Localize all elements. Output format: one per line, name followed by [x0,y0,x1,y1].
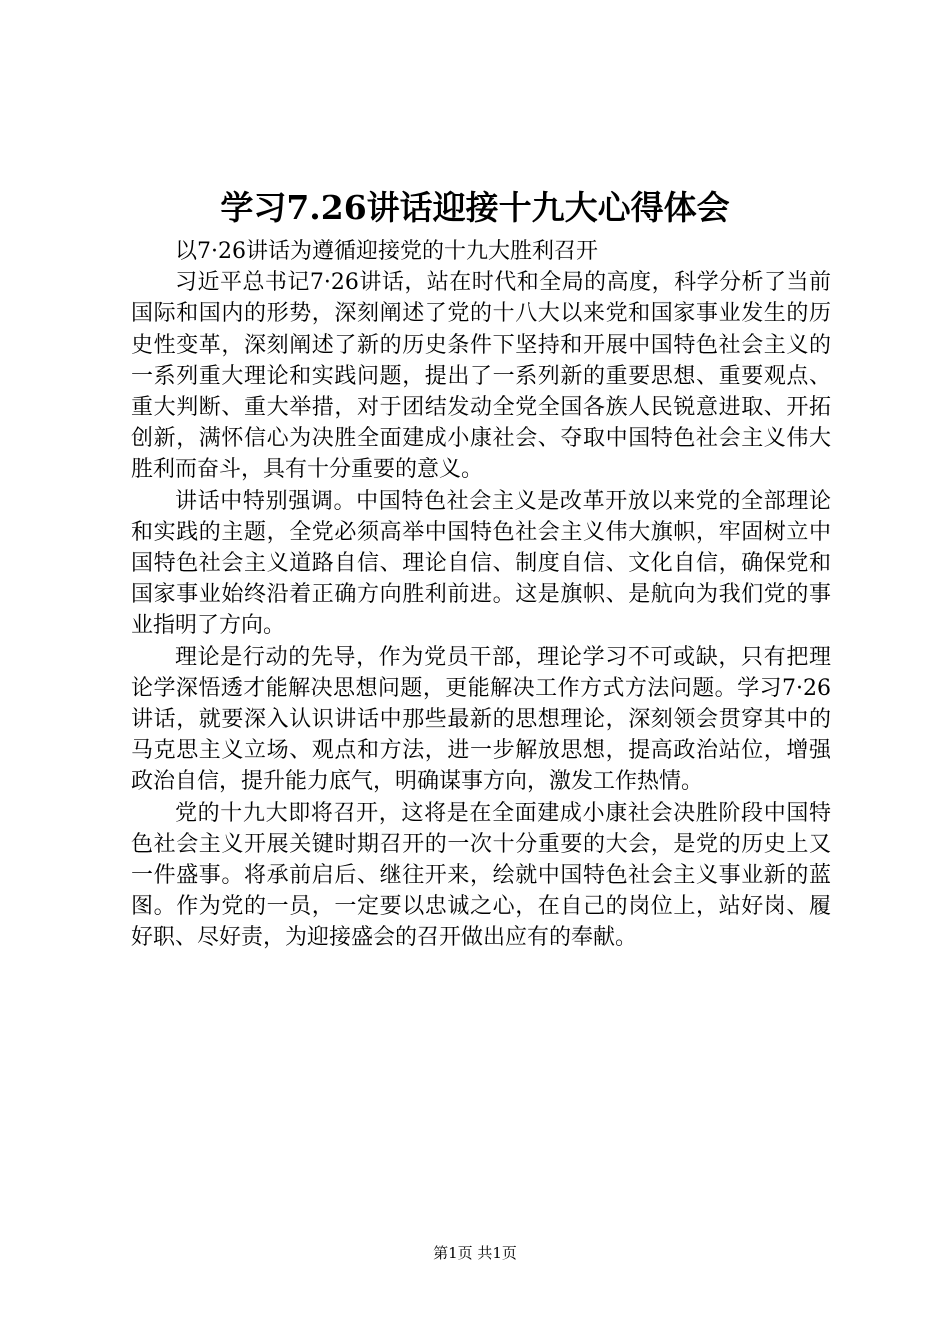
body-paragraph: 理论是行动的先导，作为党员干部，理论学习不可或缺，只有把理论学深悟透才能解决思想问题，更能解决工作方式方法问题。学习7·26讲话，就要深入认识讲话中那些最新的思想理论，深刻领会贯穿其中的马克思主义立场、观点和方法，进一步解放思想，提高政治站位，增强政治自信，提升能力底气，明确谋事方向，激发工作热情。 [131,644,831,795]
body-paragraph: 讲话中特别强调。中国特色社会主义是改革开放以来党的全部理论和实践的主题，全党必须高举中国特色社会主义伟大旗帜，牢固树立中国特色社会主义道路自信、理论自信、制度自信、文化自信，确保党和国家事业始终沿着正确方向胜利前进。这是旗帜、是航向为我们党的事业指明了方向。 [131,488,831,639]
page-number-footer: 第1页 共1页 [433,1244,517,1262]
subtitle-paragraph: 以7·26讲话为遵循迎接党的十九大胜利召开 [175,239,598,264]
body-paragraph: 习近平总书记7·26讲话，站在时代和全局的高度，科学分析了当前国际和国内的形势，深刻阐述了党的十八大以来党和国家事业发生的历史性变革，深刻阐述了新的历史条件下坚持和开展中国特色社会主义的一系列重大理论和实践问题，提出了一系列新的重要思想、重要观点、重大判断、重大举措，对于团结发动全党全国各族人民锐意进取、开拓创新，满怀信心为决胜全面建成小康社会、夺取中国特色社会主义伟大胜利而奋斗，具有十分重要的意义。 [131,270,831,483]
document-body [131,236,831,954]
body-paragraph: 党的十九大即将召开，这将是在全面建成小康社会决胜阶段中国特色社会主义开展关键时期召开的一次十分重要的大会，是党的历史上又一件盛事。将承前启后、继往开来，绘就中国特色社会主义事业新的蓝图。作为党的一员，一定要以忠诚之心，在自己的岗位上，站好岗、履好职、尽好责，为迎接盛会的召开做出应有的奉献。 [131,800,831,951]
document-title: 学习7.26讲话迎接十九大心得体会 [220,188,730,227]
